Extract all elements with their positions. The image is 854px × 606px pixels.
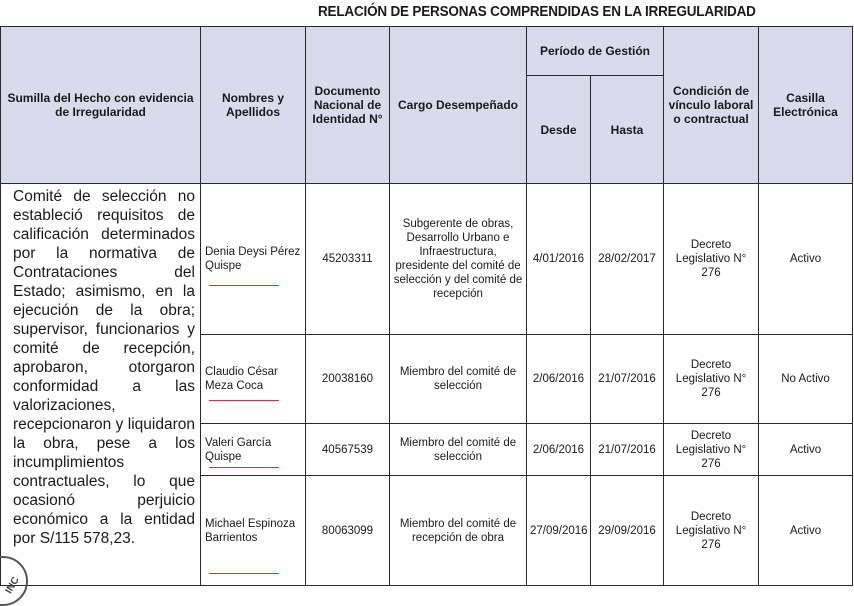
dni-cell: 40567539 <box>306 424 390 476</box>
cargo-cell: Miembro del comité de selección <box>390 335 527 424</box>
header-hasta: Hasta <box>591 76 664 184</box>
casilla-cell: No Activo <box>759 335 853 424</box>
seal-text: INC <box>3 575 22 596</box>
summary-cell: Comité de selección no estableció requisitos de calificación determinados por la normativa de Contrataciones del Estado; asimismo, en la ejecución de la obra; supervisor, funcionarios y comité de recepción, aprobaron, otorgaron conformidad a las valorizaciones, recepcionaron y liquidaron la obra, pese a los incumplimientos contractuales, lo que ocasionó perjuicio económico a la entidad por S/115 578,23. <box>1 184 201 586</box>
casilla-cell: Activo <box>759 424 853 476</box>
header-documento: Documento Nacional de Identidad N° <box>306 27 390 184</box>
cargo-cell: Miembro del comité de selección <box>390 424 527 476</box>
hasta-cell: 21/07/2016 <box>591 335 664 424</box>
person-name: Denia Deysi Pérez Quispe <box>205 246 301 272</box>
casilla-cell: Activo <box>759 184 853 335</box>
header-periodo: Período de Gestión <box>527 27 664 76</box>
condicion-cell: Decreto Legislativo N° 276 <box>664 335 759 424</box>
person-name: Valeri García Quispe <box>205 436 272 463</box>
condicion-cell: Decreto Legislativo N° 276 <box>664 476 759 586</box>
name-underline <box>209 573 279 574</box>
condicion-cell: Decreto Legislativo N° 276 <box>664 424 759 476</box>
condicion-cell: Decreto Legislativo N° 276 <box>664 184 759 335</box>
name-underline <box>209 400 279 401</box>
cargo-cell: Subgerente de obras, Desarrollo Urbano e Infraestructura, presidente del comité de selección y del comité de recepción <box>390 184 527 335</box>
name-cell <box>201 424 306 476</box>
header-condicion: Condición de vínculo laboral o contractual <box>664 27 759 184</box>
cargo-cell: Miembro del comité de recepción de obra <box>390 476 527 586</box>
persons-table <box>0 26 853 586</box>
desde-cell: 4/01/2016 <box>527 184 591 335</box>
dni-cell: 80063099 <box>306 476 390 586</box>
person-name: Michael Espinoza Barrientos <box>205 517 296 544</box>
desde-cell: 27/09/2016 <box>527 476 591 586</box>
header-desde: Desde <box>527 76 591 184</box>
page-title: RELACIÓN DE PERSONAS COMPRENDIDAS EN LA IRREGULARIDAD <box>318 4 756 20</box>
hasta-cell: 28/02/2017 <box>591 184 664 335</box>
name-cell <box>201 184 306 335</box>
hasta-cell: 29/09/2016 <box>591 476 664 586</box>
dni-cell: 45203311 <box>306 184 390 335</box>
header-cargo: Cargo Desempeñado <box>390 27 527 184</box>
name-underline <box>209 467 279 468</box>
name-underline <box>209 285 279 286</box>
name-cell <box>201 476 306 586</box>
header-casilla: Casilla Electrónica <box>759 27 853 184</box>
hasta-cell: 21/07/2016 <box>591 424 664 476</box>
table-row <box>1 184 853 335</box>
header-sumilla: Sumilla del Hecho con evidencia de Irregularidad <box>1 27 201 184</box>
desde-cell: 2/06/2016 <box>527 335 591 424</box>
dni-cell: 20038160 <box>306 335 390 424</box>
desde-cell: 2/06/2016 <box>527 424 591 476</box>
name-cell <box>201 335 306 424</box>
header-nombres: Nombres y Apellidos <box>201 27 306 184</box>
casilla-cell: Activo <box>759 476 853 586</box>
person-name: Claudio César Meza Coca <box>205 366 278 392</box>
